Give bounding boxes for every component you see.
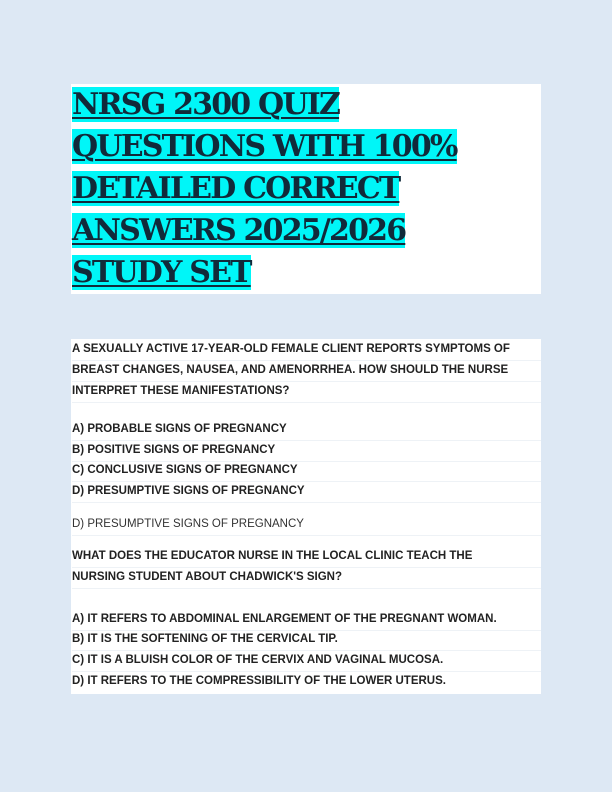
- question-text: BREAST CHANGES, NAUSEA, AND AMENORRHEA. HOW SHOULD THE NURSE: [72, 360, 541, 382]
- answer-option: B) POSITIVE SIGNS OF PREGNANCY: [72, 440, 541, 462]
- document-title: [71, 84, 541, 294]
- answer-option: A) IT REFERS TO ABDOMINAL ENLARGEMENT OF THE PREGNANT WOMAN.: [72, 609, 541, 631]
- question-text: WHAT DOES THE EDUCATOR NURSE IN THE LOCAL CLINIC TEACH THE: [72, 546, 541, 568]
- title-line: QUESTIONS WITH 100%: [72, 129, 457, 164]
- question-text: INTERPRET THESE MANIFESTATIONS?: [72, 381, 541, 403]
- title-line: DETAILED CORRECT: [72, 171, 400, 206]
- answer-option: C) IT IS A BLUISH COLOR OF THE CERVIX AND VAGINAL MUCOSA.: [72, 650, 541, 672]
- answer-option: D) PRESUMPTIVE SIGNS OF PREGNANCY: [72, 481, 541, 503]
- question-list: [71, 339, 541, 694]
- title-line: NRSG 2300 QUIZ: [72, 87, 340, 122]
- question-text: NURSING STUDENT ABOUT CHADWICK'S SIGN?: [72, 567, 541, 589]
- question-text: A SEXUALLY ACTIVE 17-YEAR-OLD FEMALE CLIENT REPORTS SYMPTOMS OF: [72, 339, 541, 361]
- title-line: STUDY SET: [72, 255, 251, 290]
- answer-option: A) PROBABLE SIGNS OF PREGNANCY: [72, 419, 541, 441]
- answer-option: D) IT REFERS TO THE COMPRESSIBILITY OF THE LOWER UTERUS.: [72, 675, 446, 687]
- correct-answer: D) PRESUMPTIVE SIGNS OF PREGNANCY: [72, 514, 541, 536]
- answer-option: B) IT IS THE SOFTENING OF THE CERVICAL TIP.: [72, 629, 541, 651]
- answer-option: C) CONCLUSIVE SIGNS OF PREGNANCY: [72, 460, 541, 482]
- title-line: ANSWERS 2025/2026: [72, 213, 406, 248]
